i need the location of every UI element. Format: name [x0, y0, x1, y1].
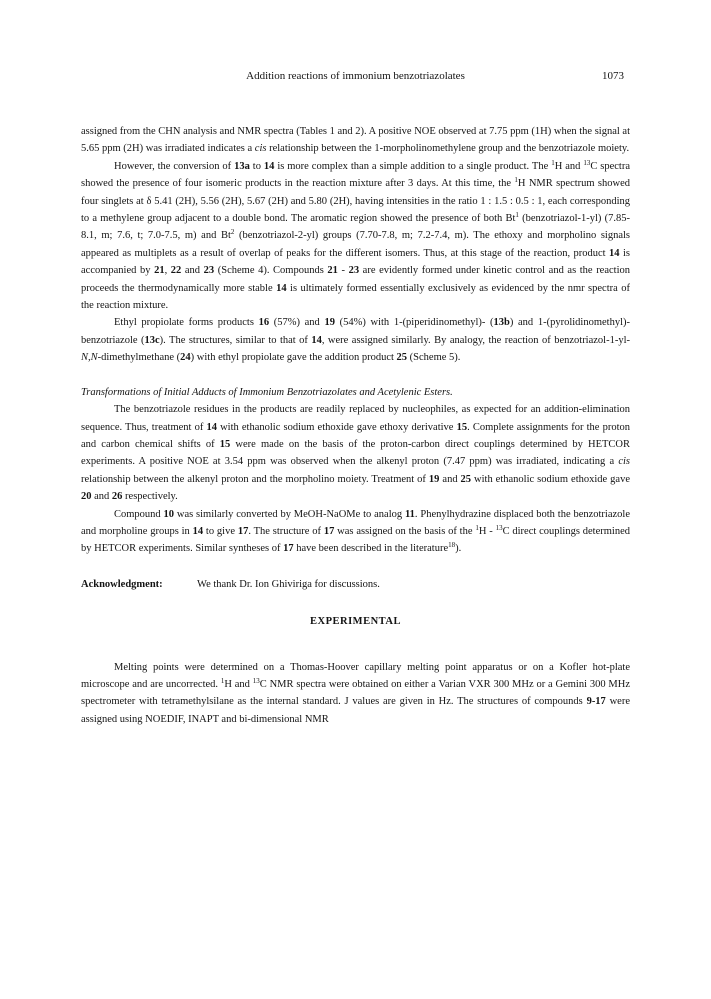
running-title: Addition reactions of immonium benzotriazolates	[246, 70, 465, 82]
paragraph-experimental: Melting points were determined on a Thomas-Hoover capillary melting point apparatus or on a Kofler hot-plate microscope and are uncorrected. $^1$H and $^{13}$C NMR spectra were obtained on either a Varian VXR 300 MHz or a Gemini 300 MHz spectrometer with tetramethylsilane as the internal standard. J values are given in Hz. The structures of compounds 9-17 were assigned using NOEDIF, INAPT and bi-dimensional NMR	[81, 661, 630, 725]
paragraph-ethyl-propiolate: Ethyl propiolate forms products 16 (57%) and 19 (54%) with 1-(piperidinomethyl)- (13b) and 1-(pyrolidinomethyl)-benzotriazole (13c). The structures, similar to that of 14, were assigned similarly. By analogy, the reaction of benzotriazol-1-yl-N,N-dimethylmethane (24) with ethyl propiolate gave the addition product 25 (Scheme 5).	[81, 317, 630, 364]
paragraph-conversion-13a: However, the conversion of 13a to 14 is more complex than a simple addition to a single product. The $^1$H and $^{13}$C spectra showed the presence of four isomeric products in the reaction mixture after 3 days. At this time, the $^1$H NMR spectrum showed four singlets at δ 5.41 (2H), 5.56 (2H), 5.67 (2H) and 5.80 (2H), having intensities in the ratio 1 : 1.5 : 0.5 : 1, each corresponding to a methylene group adjacent to a double bond. The aromatic region showed the presence of both Bt$^1$ (benzotriazol-1-yl) (7.85-8.1, m; 7.6, t; 7.0-7.5, m) and Bt$^2$ (benzotriazol-2-yl) groups (7.70-7.8, m; 7.2-7.4, m). The ethoxy and morpholino signals appeared as multiplets as a result of overlap of peaks for the different isomers. Thus, at this stage of the reaction, product 14 is accompanied by 21, 22 and 23 (Scheme 4). Compounds 21 - 23 are evidently formed under kinetic control and as the reaction proceeds the thermodynamically more stable 14 is ultimately formed essentially exclusively as evidenced by the nmr spectra of the reaction mixture.	[81, 158, 631, 312]
section-heading-transformations: Transformations of Initial Adducts of Immonium Benzotriazolates and Acetylenic Esters.	[81, 386, 453, 398]
experimental-heading: EXPERIMENTAL	[310, 616, 401, 628]
running-head	[0, 70, 711, 86]
paragraph-continuation: assigned from the CHN analysis and NMR spectra (Tables 1 and 2). A positive NOE observed at 7.75 ppm (1H) when the signal at 5.65 ppm (2H) was irradiated indicates a cis relationship between the 1-morpholinomethylene group and the benzotriazole moiety.	[81, 126, 630, 155]
acknowledgment-label: Acknowledgment:	[81, 578, 163, 590]
acknowledgment	[81, 576, 630, 593]
acknowledgment-text: We thank Dr. Ion Ghiviriga for discussions.	[197, 578, 380, 590]
page-number: 1073	[602, 70, 624, 82]
paragraph-compound-10: Compound 10 was similarly converted by MeOH-NaOMe to analog 11. Phenylhydrazine displaced both the benzotriazole and morpholine groups in 14 to give 17. The structure of 17 was assigned on the basis of the $^1$H - $^{13}$C direct couplings determined by HETCOR experiments. Similar syntheses of 17 have been described in the literature$^{18}$).	[81, 508, 630, 555]
article-body	[81, 123, 630, 728]
paragraph-nucleophiles: The benzotriazole residues in the products are readily replaced by nucleophiles, as expected for an addition-elimination sequence. Thus, treatment of 14 with ethanolic sodium ethoxide gave ethoxy derivative 15. Complete assignments for the proton and carbon chemical shifts of 15 were made on the basis of the proton-carbon direct couplings determined by HETCOR experiments. A positive NOE at 3.54 ppm was observed when the alkenyl proton (7.47 ppm) was irradiated, indicating a cis relationship between the alkenyl proton and the morpholino moiety. Treatment of 19 and 25 with ethanolic sodium ethoxide gave 20 and 26 respectively.	[81, 404, 631, 503]
